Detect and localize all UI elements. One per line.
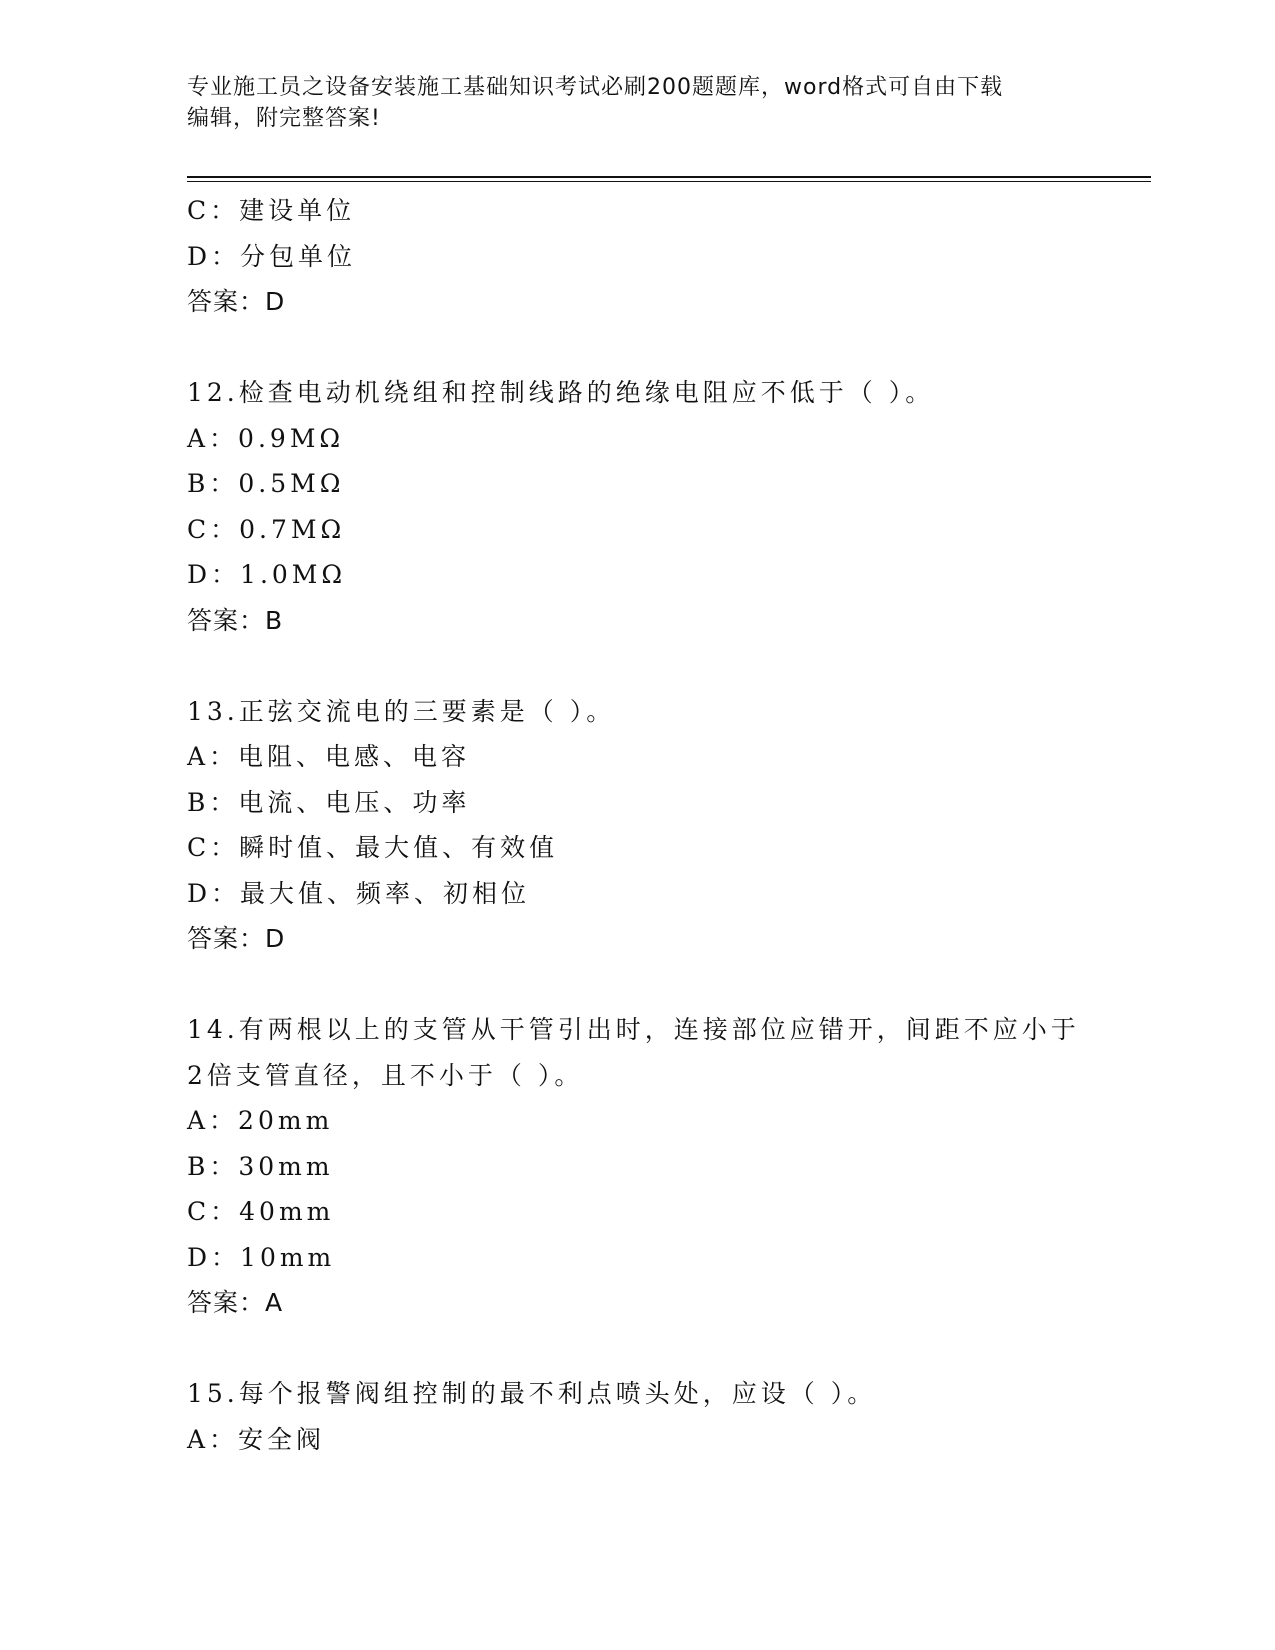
answer-line: 答案：B <box>187 605 284 635</box>
block-spacer <box>187 325 1087 371</box>
question-text: 14.有两根以上的支管从干管引出时，连接部位应错开，间距不应小于 <box>187 1015 1080 1044</box>
text-line: A：0.9MΩ <box>187 423 345 453</box>
text-line: B：0.5MΩ <box>187 469 345 498</box>
document-header <box>187 72 1087 134</box>
text-line: C：瞬时值、最大值、有效值 <box>187 833 559 862</box>
text-line: A：安全阀 <box>187 1424 326 1454</box>
text-line: C：建设单位 <box>187 196 356 225</box>
text-line: C：40mm <box>187 1197 335 1226</box>
text-line: D：分包单位 <box>187 241 357 271</box>
text-line: D：最大值、频率、初相位 <box>187 878 531 908</box>
header-line-1: 专业施工员之设备安装施工基础知识考试必刷200题题库，word格式可自由下载 <box>187 75 1004 100</box>
block-spacer <box>187 1326 1087 1372</box>
answer-line: 答案：A <box>187 1288 284 1317</box>
question-list <box>187 188 1087 1462</box>
question-text: 13.正弦交流电的三要素是（ ）。 <box>187 696 616 726</box>
text-line: A：电阻、电感、电容 <box>187 742 471 771</box>
text-line: 2倍支管直径，且不小于（ ）。 <box>187 1060 584 1090</box>
answer-line: 答案：D <box>187 924 286 953</box>
header-divider-thin <box>187 181 1151 182</box>
text-line: B：30mm <box>187 1151 334 1181</box>
header-divider <box>187 176 1151 178</box>
text-line: D：1.0MΩ <box>187 560 347 589</box>
question-text: 12.检查电动机绕组和控制线路的绝缘电阻应不低于（ ）。 <box>187 378 935 407</box>
text-line: B：电流、电压、功率 <box>187 787 471 817</box>
block-spacer <box>187 643 1087 689</box>
text-line: C：0.7MΩ <box>187 514 346 544</box>
question-text: 15.每个报警阀组控制的最不利点喷头处，应设（ ）。 <box>187 1379 877 1408</box>
header-line-2: 编辑，附完整答案! <box>187 106 381 131</box>
answer-line: 答案：D <box>187 287 286 316</box>
block-spacer <box>187 962 1087 1008</box>
text-line: A：20mm <box>187 1106 334 1135</box>
text-line: D：10mm <box>187 1242 336 1272</box>
